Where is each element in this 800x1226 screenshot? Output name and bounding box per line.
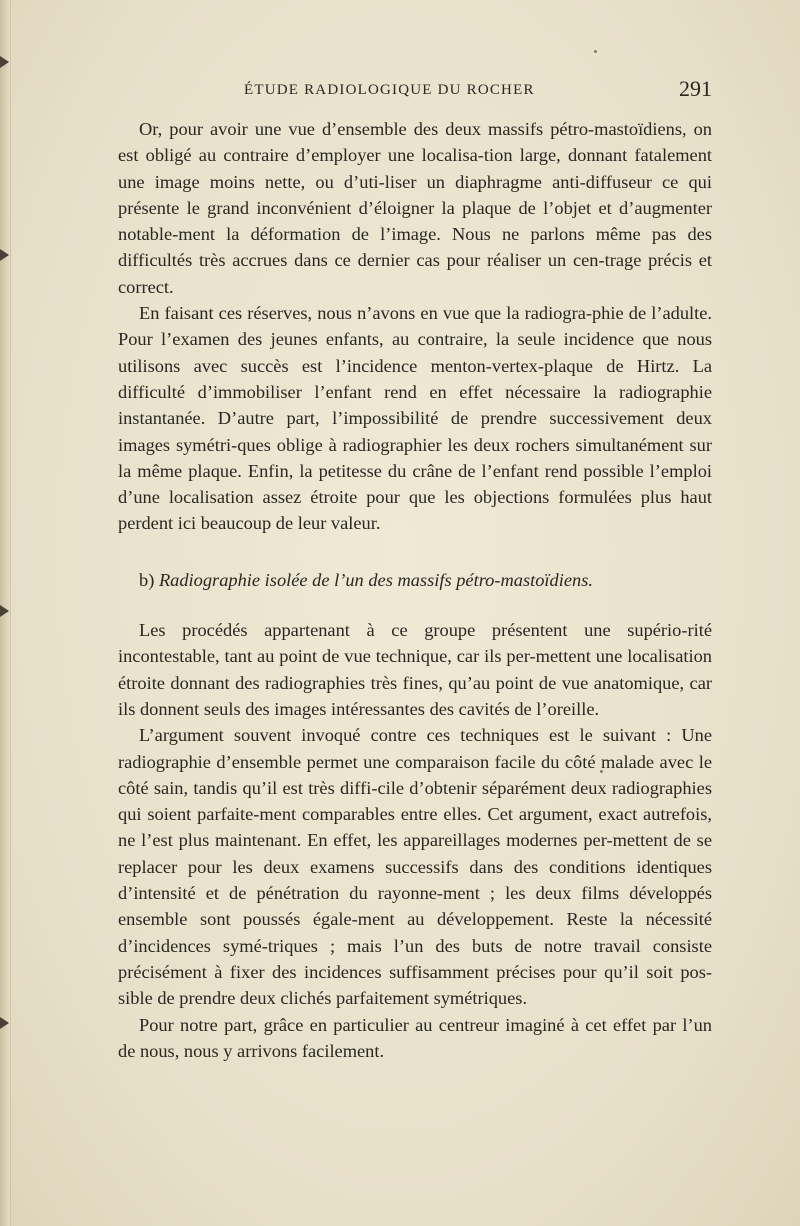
- section-title: Radiographie isolée de l’un des massifs pétro-mastoïdiens.: [158, 569, 593, 590]
- paragraph: En faisant ces réserves, nous n’avons en vue que la radiogra-phie de l’adulte. Pour l’examen des jeunes enfants, au contraire, la seule incidence que nous utilisons avec succès est l’incidence menton-vertex-plaque de Hirtz. La difficulté d’immobiliser l’enfant rend en effet nécessaire la radiographie instantanée. D’autre part, l’impossibilité de prendre successivement deux images symétri-ques oblige à radiographier les deux rochers simultanément sur la même plaque. Enfin, la petitesse du crâne de l’enfant rend possible l’emploi d’une localisation assez étroite pour que les objections formulées plus haut perdent ici beaucoup de leur valeur.: [118, 303, 712, 534]
- page-header: [118, 76, 712, 106]
- paragraph: L’argument souvent invoqué contre ces techniques est le suivant : Une radiographie d’ensemble permet une comparaison facile du côté malade avec le côté sain, tandis qu’il est très diffi-cile d’obtenir séparément deux radiographies qui soient parfaite-ment comparables entre elles. Cet argument, exact autrefois, ne l’est plus maintenant. En effet, les appareillages modernes per-mettent de se replacer pour les deux examens successifs dans des conditions identiques d’intensité et de pénétration du rayonne-ment ; les deux films développés ensemble sont poussés égale-ment au développement. Reste la nécessité d’incidences symé-triques ; mais l’un des buts de notre travail consiste précisément à fixer des incidences suffisamment précises pour qu’il soit pos-sible de prendre deux clichés parfaitement symétriques.: [118, 725, 712, 1009]
- page-number: 291: [679, 76, 712, 101]
- paragraph: Pour notre part, grâce en particulier au centreur imaginé à cet effet par l’un de nous, nous y arrivons facilement.: [118, 1014, 712, 1061]
- running-head: ÉTUDE RADIOLOGIQUE DU ROCHER: [244, 82, 535, 98]
- edge-marker-icon: [0, 1017, 9, 1029]
- section-marker: b): [139, 569, 155, 590]
- paragraph: Or, pour avoir une vue d’ensemble des deux massifs pétro-mastoïdiens, on est obligé au contraire d’employer une localisa-tion large, donnant fatalement une image moins nette, ou d’uti-liser un diaphragme anti-diffuseur ce qui présente le grand inconvénient d’éloigner la plaque de l’objet et d’augmenter notable-ment la déformation de l’image. Nous ne parlons même pas des difficultés très accrues dans ce dernier cas pour réaliser un cen-trage précis et correct.: [118, 119, 712, 297]
- edge-marker-icon: [0, 56, 9, 68]
- paragraph: Les procédés appartenant à ce groupe présentent une supério-rité incontestable, tant au point de vue technique, car ils per-mettent une localisation étroite donnant des radiographies très fines, qu’au point de vue anatomique, car ils donnent seuls des images intéressantes des cavités de l’oreille.: [118, 620, 712, 719]
- section-heading: [118, 567, 712, 593]
- edge-marker-icon: [0, 249, 9, 261]
- paper-speck: [594, 50, 597, 53]
- body-text: [118, 116, 712, 1064]
- edge-marker-icon: [0, 605, 9, 617]
